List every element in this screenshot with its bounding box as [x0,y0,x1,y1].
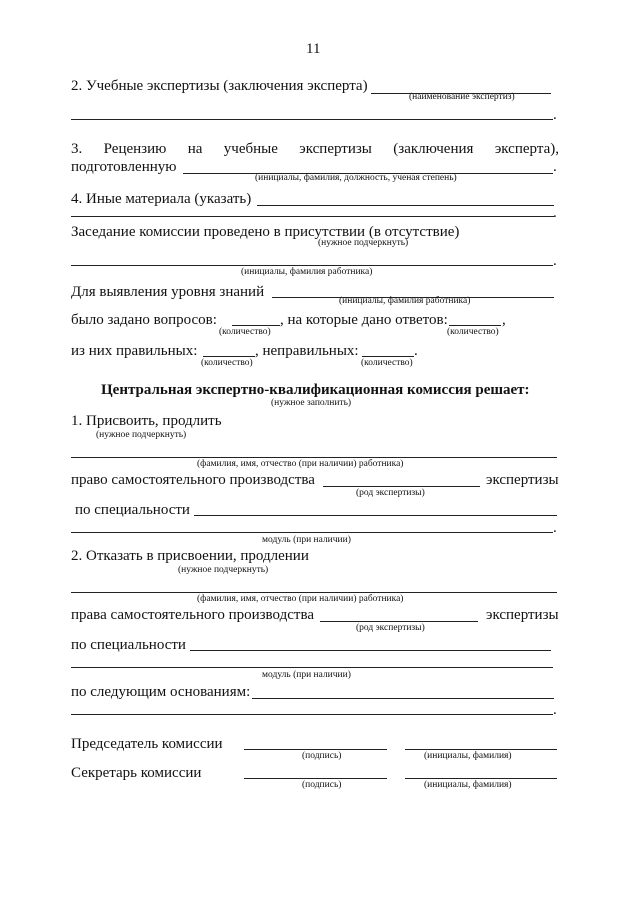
questions-asked-field[interactable] [232,325,280,326]
correct-hint-count-2: (количество) [361,358,413,368]
questions-hint-count-2: (количество) [447,327,499,337]
section3-justified-line [71,140,559,158]
refuse-grounds-label: по следующим основаниям: [71,684,251,700]
secretary-hint-sign: (подпись) [302,780,342,790]
section3-word-1: 3. [71,141,83,157]
assign-hint-fio: (фамилия, имя, отчество (при наличии) работника) [197,459,404,469]
refuse-hint-kind: (род экспертизы) [356,623,425,633]
refuse-grounds-field[interactable] [252,698,554,699]
refuse-period: . [553,702,557,718]
refuse-kind-field[interactable] [320,621,478,622]
refuse-hint-fio: (фамилия, имя, отчество (при наличии) работника) [197,594,404,604]
assign-specialty-field[interactable] [194,515,557,516]
meeting-label: Заседание комиссии проведено в присутствии (в отсутствие) [71,224,460,240]
section3-word-3: на [187,141,203,157]
section3-word-5: экспертизы [299,141,372,157]
assign-specialty-label: по специальности [75,502,190,518]
secretary-initials-field[interactable] [405,778,557,779]
refuse-hint: (нужное подчеркнуть) [178,565,269,575]
chair-hint-initials: (инициалы, фамилия) [424,751,512,761]
chair-signature-field[interactable] [244,749,387,750]
knowledge-hint: (инициалы, фамилия работника) [339,296,471,306]
section2-hint: (наименование экспертиз) [409,92,515,102]
questions-answered-field[interactable] [449,325,501,326]
decision-title: Центральная экспертно-квалификационная комиссия решает: [101,382,530,398]
section3-word-6: (заключения [393,141,474,157]
section3-word-4: учебные [223,141,278,157]
correct-hint-count-1: (количество) [201,358,253,368]
assign-specialty-field-2[interactable] [71,532,553,533]
assign-label: 1. Присвоить, продлить [71,413,222,429]
section4-label: 4. Иные материала (указать) [71,191,252,207]
incorrect-field[interactable] [362,356,414,357]
refuse-label: 2. Отказать в присвоении, продлении [71,548,309,564]
correct-period: . [414,343,418,359]
assign-hint: (нужное подчеркнуть) [96,430,187,440]
assign-kind-field[interactable] [323,486,480,487]
assign-period: . [553,520,557,536]
chair-initials-field[interactable] [405,749,557,750]
secretary-signature-field[interactable] [244,778,387,779]
meeting-period: . [553,253,557,269]
refuse-expertise-label: экспертизы [486,607,559,623]
assign-hint-kind: (род экспертизы) [356,488,425,498]
assign-fio-field[interactable] [71,457,557,458]
other-materials-field[interactable] [257,205,554,206]
assign-right-label: право самостоятельного производства [71,472,315,488]
section4-period: . [553,205,557,221]
questions-asked-label: было задано вопросов: [71,312,217,328]
meeting-hint-underline: (нужное подчеркнуть) [318,238,409,248]
section2-period: . [553,107,557,123]
questions-answered-label: , на которые дано ответов: [280,312,448,328]
expertise-name-field-2[interactable] [71,119,553,120]
refuse-fio-field[interactable] [71,592,557,593]
refuse-specialty-field-2[interactable] [71,667,553,668]
chair-label: Председатель комиссии [71,736,223,752]
section3-word-7: эксперта), [494,141,559,157]
section3-period: . [553,159,557,175]
section3-prepared: подготовленную [71,159,177,175]
secretary-label: Секретарь комиссии [71,765,202,781]
refuse-hint-module: модуль (при наличии) [262,670,351,680]
incorrect-label: , неправильных: [255,343,359,359]
secretary-hint-initials: (инициалы, фамилия) [424,780,512,790]
assign-expertise-label: экспертизы [486,472,559,488]
section3-word-2: Рецензию [103,141,167,157]
page-number: 11 [306,41,321,57]
refuse-right-label: права самостоятельного производства [71,607,314,623]
meeting-hint-worker: (инициалы, фамилия работника) [241,267,373,277]
questions-hint-count-1: (количество) [219,327,271,337]
correct-field[interactable] [203,356,255,357]
decision-hint: (нужное заполнить) [271,398,352,408]
knowledge-label: Для выявления уровня знаний [71,284,265,300]
refuse-grounds-field-2[interactable] [71,714,553,715]
other-materials-field-2[interactable] [71,216,554,217]
worker-present-field[interactable] [71,265,553,266]
section2-label: 2. Учебные экспертизы (заключения эксперта) [71,78,368,94]
refuse-specialty-field[interactable] [190,650,551,651]
section3-hint: (инициалы, фамилия, должность, ученая степень) [255,173,457,183]
questions-comma: , [502,312,506,328]
assign-hint-module: модуль (при наличии) [262,535,351,545]
refuse-specialty-label: по специальности [71,637,186,653]
correct-label: из них правильных: [71,343,198,359]
chair-hint-sign: (подпись) [302,751,342,761]
